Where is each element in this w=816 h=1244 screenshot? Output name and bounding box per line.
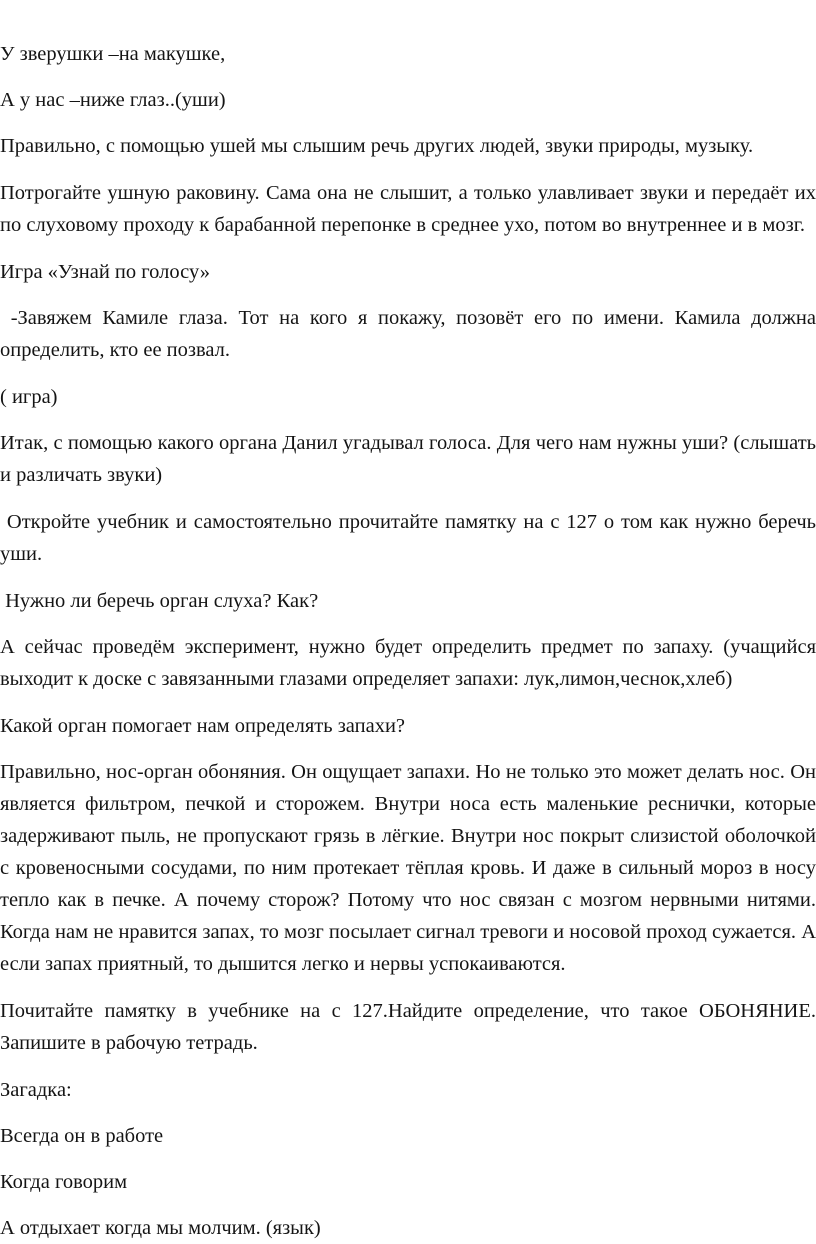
paragraph-nose-function: Правильно, нос-орган обоняния. Он ощущает запахи. Но не только это может делать нос. Он является фильтром, печкой и сторожем. Внутри носа есть маленькие реснички, которые задерживают пыль, не пропускают грязь в лёгкие. Внутри нос покрыт слизистой оболочкой с кровеносными сосудами, по ним протекает тёплая кровь. И даже в сильный мороз в носу тепло как в печке. А почему сторож? Потому что нос связан с мозгом нервными нитями. Когда нам не нравится запах, то мозг посылает сигнал тревоги и носовой проход сужается. А если запах приятный, то дышится легко и нервы успокаиваются. (0, 761, 816, 975)
paragraph-riddle-text-1: Всегда он в работе (0, 1125, 164, 1147)
paragraph-game-title: Игра «Узнай по голосу» (0, 261, 210, 283)
paragraph-smell-experiment: А сейчас проведём эксперимент, нужно будет определить предмет по запаху. (учащийся выходит к доске с завязанными глазами определяет запахи: лук,лимон,чеснок,хлеб) (0, 636, 816, 690)
paragraph-game-note: ( игра) (0, 386, 58, 408)
paragraph-riddle-line-1: У зверушки –на макушке, (0, 43, 226, 65)
paragraph-textbook-memo: Откройте учебник и самостоятельно прочитайте памятку на с 127 о том как нужно беречь уши. (0, 511, 816, 565)
paragraph-protect-hearing: Нужно ли беречь орган слуха? Как? (0, 590, 319, 612)
paragraph-smell-definition: Почитайте памятку в учебнике на с 127.Найдите определение, что такое ОБОНЯНИЕ. Запишите в рабочую тетрадь. (0, 1000, 816, 1054)
paragraph-riddle-text-2: Когда говорим (0, 1171, 128, 1193)
paragraph-game-rules: -Завяжем Камиле глаза. Тот на кого я покажу, позовёт его по имени. Камила должна определить, кто ее позвал. (0, 307, 816, 361)
paragraph-question-ears: Итак, с помощью какого органа Данил угадывал голоса. Для чего нам нужны уши? (слышать и различать звуки) (0, 432, 816, 486)
paragraph-riddle-title: Загадка: (0, 1079, 72, 1101)
paragraph-riddle-text-3: А отдыхает когда мы молчим. (язык) (0, 1217, 321, 1239)
paragraph-smell-question: Какой орган помогает нам определять запахи? (0, 715, 406, 737)
paragraph-ear-anatomy: Потрогайте ушную раковину. Сама она не слышит, а только улавливает звуки и передаёт их по слуховому проходу к барабанной перепонке в среднее ухо, потом во внутреннее и в мозг. (0, 182, 816, 236)
paragraph-riddle-line-2: А у нас –ниже глаз..(уши) (0, 89, 226, 111)
paragraph-ears-intro: Правильно, с помощью ушей мы слышим речь других людей, звуки природы, музыку. (0, 135, 754, 157)
